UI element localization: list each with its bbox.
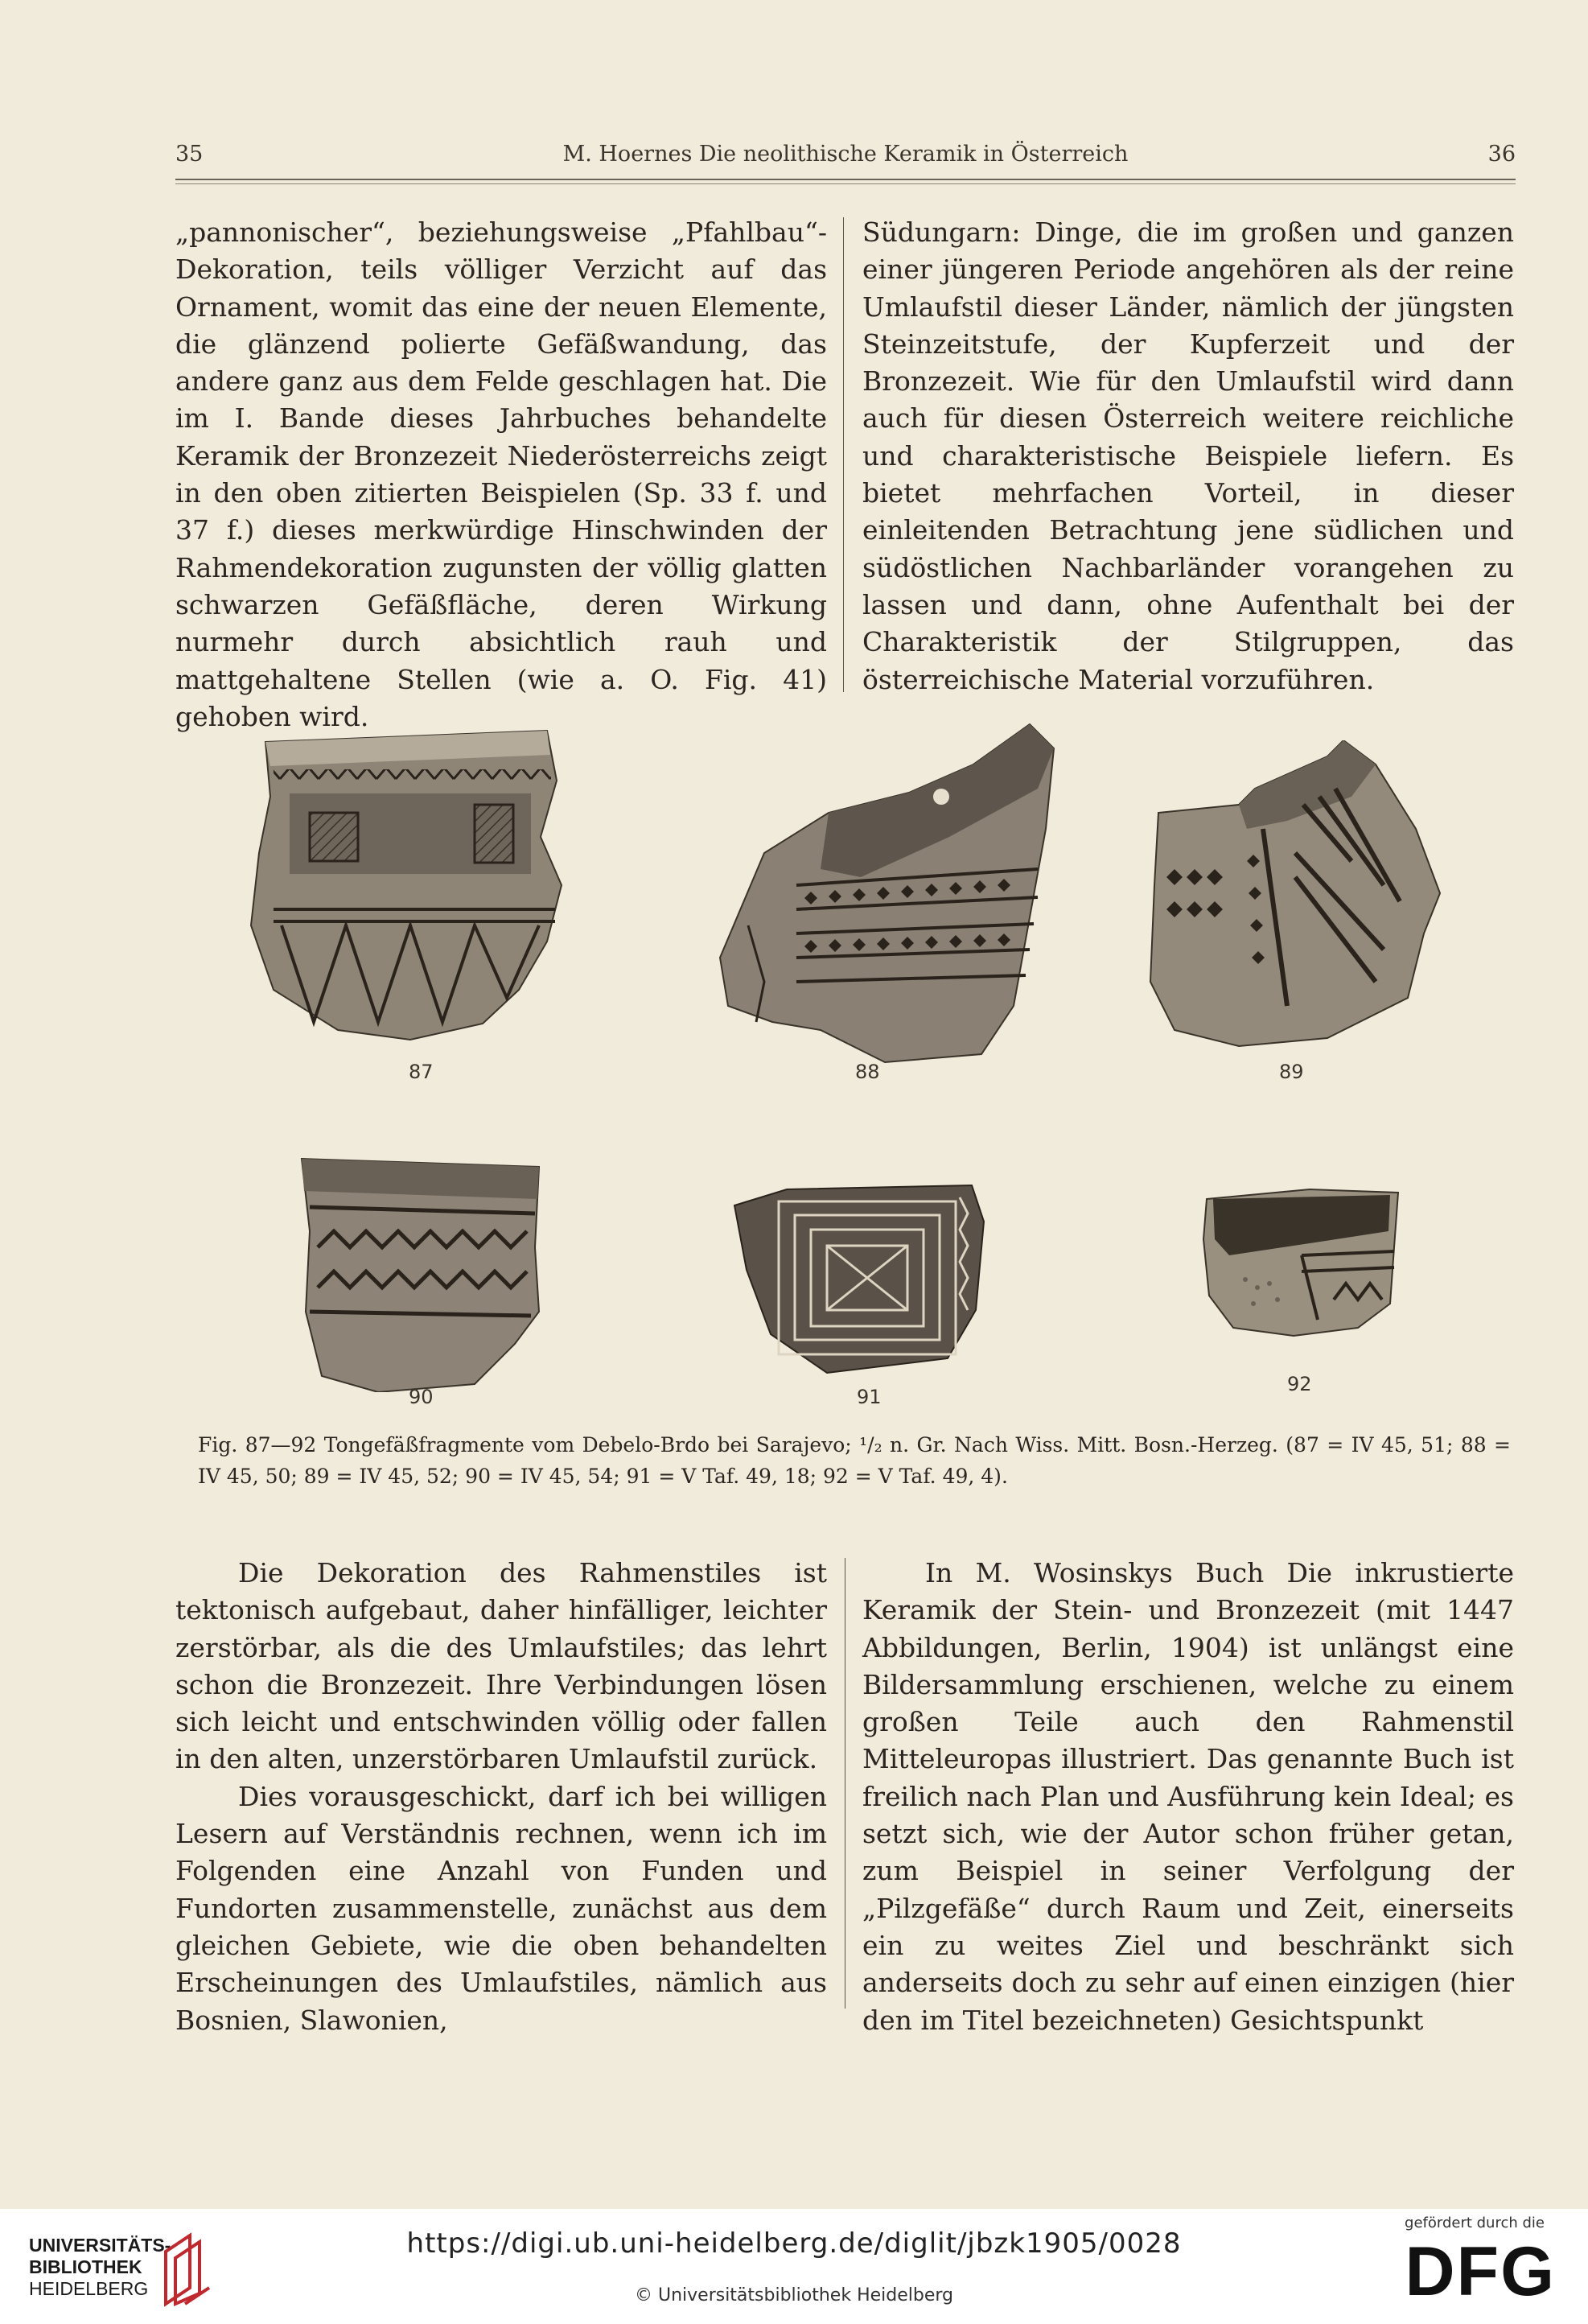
bottom-right-column bbox=[862, 1555, 1514, 2039]
copyright-notice: © Universitätsbibliothek Heidelberg bbox=[634, 2285, 953, 2305]
figure-label-88: 88 bbox=[855, 1061, 880, 1083]
footer-bar bbox=[0, 2209, 1588, 2324]
library-line-1: UNIVERSITÄTS- bbox=[29, 2235, 171, 2256]
figure-label-91: 91 bbox=[857, 1386, 882, 1408]
figure-caption: Fig. 87—92 Tongefäßfragmente vom Debelo-Brdo bei Sarajevo; ¹/₂ n. Gr. Nach Wiss. Mitt. Bosn.-Herzeg. (87 = IV 45, 51; 88 = IV 45, 50; 89 = IV 45, 52; 90 = IV 45, 54; 91 = V Taf. 49, 18; 92 = V Taf. 49, 4). bbox=[198, 1433, 1511, 1488]
page-number-right: 36 bbox=[1487, 142, 1516, 167]
library-line-3: HEIDELBERG bbox=[29, 2278, 149, 2299]
column-divider bbox=[843, 217, 844, 692]
figure-88-potsherd bbox=[708, 716, 1062, 1070]
figure-91-potsherd bbox=[730, 1181, 988, 1374]
figure-label-87: 87 bbox=[409, 1061, 434, 1083]
header-rule bbox=[175, 179, 1516, 180]
paragraph: „pannonischer“, beziehungsweise „Pfahlbau“-Dekoration, teils völliger Verzicht auf das Ornament, womit das eine der neuen Elemente, die glänzend polierte Gefäßwandung, das andere ganz aus dem Felde geschlagen hat. Die im I. Bande dieses Jahrbuches behandelte Keramik der Bronzezeit Niederösterreichs zeigt in den oben zitierten Beispielen (Sp. 33 f. und 37 f.) dieses merkwürdige Hinschwinden der Rahmendekoration zugunsten der völlig glatten schwarzen Gefäßfläche, deren Wirkung nurmehr durch absichtlich rauh und mattgehaltene Stellen (wie a. O. Fig. 41) gehoben wird. bbox=[175, 216, 827, 732]
paragraph: Dies vorausgeschickt, darf ich bei willigen Lesern auf Verständnis rechnen, wenn ich im Folgenden eine Anzahl von Funden und Fundorten zusammenstelle, zunächst aus dem gleichen Gebiete, wie die oben behandelten Erscheinungen des Umlaufstiles, nämlich aus Bosnien, Slawonien, bbox=[175, 1780, 827, 2036]
library-line-2: BIBLIOTHEK bbox=[29, 2256, 142, 2277]
bottom-left-column bbox=[175, 1555, 827, 2039]
figure-label-92: 92 bbox=[1287, 1373, 1312, 1395]
figure-label-89: 89 bbox=[1279, 1061, 1304, 1083]
figure-87-potsherd bbox=[241, 724, 579, 1046]
page-number-left: 35 bbox=[175, 142, 204, 167]
header-rule-thin bbox=[175, 183, 1516, 184]
running-title: M. Hoernes Die neolithische Keramik in Österreich bbox=[562, 142, 1129, 167]
figure-92-potsherd bbox=[1197, 1183, 1406, 1344]
figure-89-potsherd bbox=[1142, 740, 1448, 1054]
top-right-column bbox=[862, 214, 1514, 698]
permalink-url[interactable]: https://digi.ub.uni-heidelberg.de/diglit/jbzk1905/0028 bbox=[406, 2227, 1182, 2260]
figure-90-potsherd bbox=[298, 1151, 547, 1392]
funding-note: gefördert durch die bbox=[1405, 2215, 1545, 2231]
dfg-logo: DFG bbox=[1405, 2233, 1556, 2310]
paragraph: In M. Wosinskys Buch Die inkrustierte Keramik der Stein- und Bronzezeit (mit 1447 Abbildungen, Berlin, 1904) ist unlängst eine Bildersammlung erschienen, welche zu einem großen Teile auch den Rahmenstil Mitteleuropas illustriert. Das genannte Buch ist freilich nach Plan und Ausführung kein Ideal; es setzt sich, wie der Autor schon früher getan, zum Beispiel in seiner Verfolgung der „Pilzgefäße“ durch Raum und Zeit, einerseits ein zu weites Ziel und beschränkt sich anderseits doch zu sehr auf einen einzigen (hier den im Titel bezeichneten) Gesichtspunkt bbox=[862, 1557, 1514, 2036]
running-head bbox=[175, 142, 1516, 174]
top-left-column bbox=[175, 214, 827, 736]
figure-label-90: 90 bbox=[409, 1386, 434, 1408]
paragraph: Südungarn: Dinge, die im großen und ganzen einer jüngeren Periode angehören als der reine Umlaufstil dieser Länder, nämlich der jüngsten Steinzeitstufe, der Kupferzeit und der Bronzezeit. Wie für den Umlaufstil wird dann auch für diesen Österreich weitere reichliche und charakteristische Beispiele liefern. Es bietet mehrfachen Vorteil, in dieser einleitenden Betrachtung jene südlichen und südöstlichen Nachbarländer vorangehen zu lassen und dann, ohne Aufenthalt bei der Charakteristik der Stilgruppen, das österreichische Material vorzuführen. bbox=[862, 216, 1514, 695]
paragraph: Die Dekoration des Rahmenstiles ist tektonisch aufgebaut, daher hinfälliger, leichter zerstörbar, als die des Umlaufstiles; das lehrt schon die Bronzezeit. Ihre Verbindungen lösen sich leicht und entschwinden völlig oder fallen in den alten, unzerstörbaren Umlaufstil zurück. bbox=[175, 1557, 827, 1775]
